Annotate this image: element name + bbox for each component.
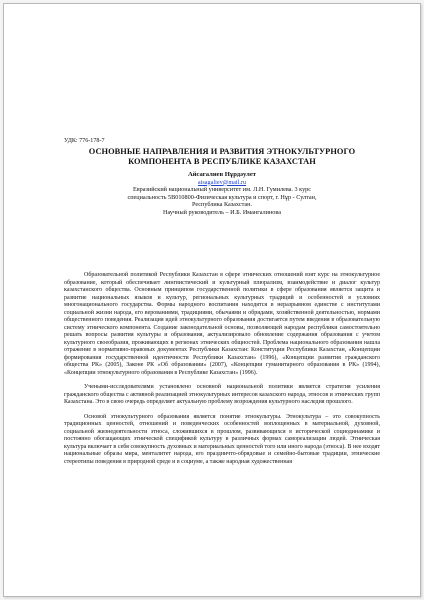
- author-email-link[interactable]: aisagaliev@mail.ru: [197, 178, 247, 186]
- article-body: [64, 272, 380, 466]
- author-block: [64, 171, 380, 217]
- paragraph: Учеными-исследователями установлено основной национальной политики является стратегия усиления гражданского общества с активной реализацией этнокультурных интересов казахского народа, этносов и этнических групп Казахстана. Это в свою очередь определяет актуальную проблему возрождения культурного наследия прошлого.: [64, 384, 380, 405]
- paragraph: Основой этнокультурного образования является понятие этнокультуры. Этнокультура – это совокупность традиционных ценностей, отношений и поведенческих особенностей воплощенных в материальной, духовной, социальной жизнедеятельности этноса, сложившихся в прошлом, развивающихся в исторической социодинамике и постоянно обогащающих этнической спецификой культуру в различных формах самореализации людей. Этническая культура включает в себя совокупность духовных и материальных ценностей того или иного народа (этноса). В нее входят национальные образы мира, менталитет народа, его праздничто-обрядовые и семейно-бытовые традиции, этнические стереотипы поведения в природной среде и в социуме, а также народная художественная: [64, 413, 380, 465]
- title-line-2: КОМПОНЕНТА В РЕСПУБЛИКЕ КАЗАХСТАН: [128, 157, 316, 167]
- affiliation-line-3: Республика Казахстан.: [192, 201, 252, 209]
- document-page: [3, 3, 421, 597]
- supervisor: Научный руководитель – И.Б. Имангалинова: [163, 208, 281, 216]
- article-title: [64, 147, 380, 167]
- affiliation-line-1: Евразийский национальный университет им. Л.Н. Гумилева. 3 курс: [132, 186, 312, 194]
- paragraph: Образовательной политикой Республики Казахстан в сфере этнических отношений взят курс на этнокультурное образование, который обеспечивает лингвистический и культурный плюрализм, взаимодействие и диалог культур казахстанского общества. Основным принципом государственной политики в сфере образования является защита и развитие национальных языков и культур, региональных культурных традиций и особенностей в условиях многонационального государства. Формы народного воспитания находятся в неразрывном единстве с институтами социальной жизни народа, его верованиями, традициями, обычаями и обрядами, хозяйственной деятельностью, нормами общественного поведения. Реализация идей этнокультурного образования достигается путем введения в образовательную систему этнического компонента. Создание законодательной основы, позволяющей народам республики самостоятельно решать вопросы развития культуры и образования, актуализировало обновление содержания образования с учетом культурного своеобразия, проживающих в регионах этнических общностей. Проблема национального образования нашла отражение в нормативно-правовых документах Республики Казахстан: Конституции Республики Казахстан, «Концепции формирования государственной идентичности Республики Казахстан» (1996), «Концепции развития гражданского общества РК» (2005), Законе РК «Об образовании» (2007), «Концепции гуманитарного образования в РК» (1994), «Концепции этнокультурного образования в Республике Казахстан» (1996).: [64, 272, 380, 376]
- udk-code: УДК: 776-178-7: [64, 138, 105, 144]
- author-name: Айсагалиев Нұрдәулет: [187, 171, 257, 178]
- affiliation-line-2: специальность 5B010800-Физическая культура и спорт, г. Нұр - Султан,: [127, 193, 317, 201]
- title-line-1: ОСНОВНЫЕ НАПРАВЛЕНИЯ И РАЗВИТИЯ ЭТНОКУЛЬТУРНОГО: [88, 147, 356, 156]
